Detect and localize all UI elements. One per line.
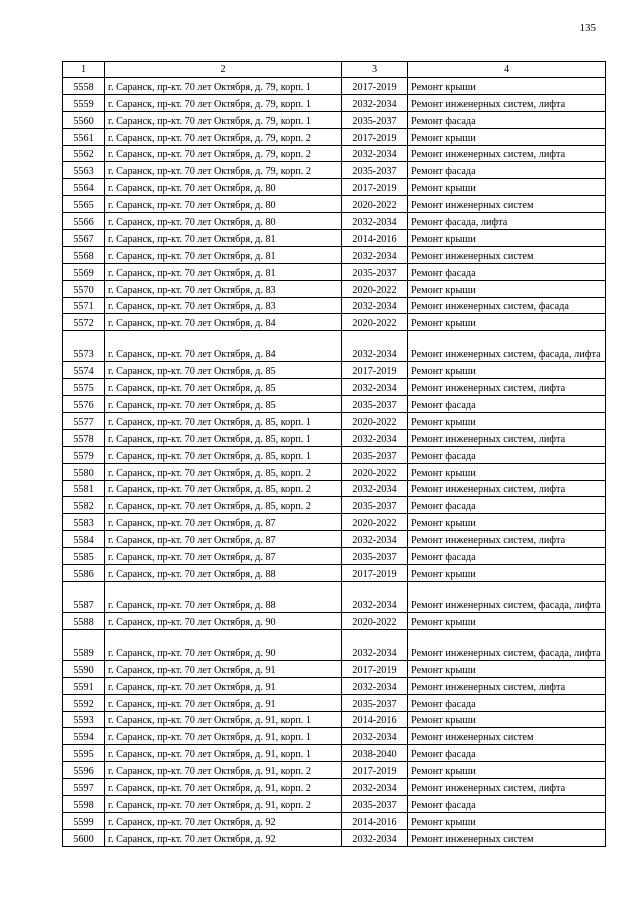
work-type-cell: Ремонт крыши bbox=[408, 612, 606, 629]
column-header-number: 1 bbox=[63, 62, 105, 78]
row-number-cell: 5592 bbox=[63, 694, 105, 711]
work-type-cell: Ремонт крыши bbox=[408, 463, 606, 480]
row-number-cell: 5576 bbox=[63, 396, 105, 413]
table-row bbox=[63, 711, 606, 728]
row-number-cell: 5598 bbox=[63, 795, 105, 812]
address-cell: г. Саранск, пр-кт. 70 лет Октября, д. 91, корп. 2 bbox=[105, 795, 342, 812]
period-cell: 2035-2037 bbox=[342, 396, 408, 413]
period-cell: 2035-2037 bbox=[342, 446, 408, 463]
address-cell: г. Саранск, пр-кт. 70 лет Октября, д. 85, корп. 2 bbox=[105, 463, 342, 480]
work-type-cell: Ремонт крыши bbox=[408, 362, 606, 379]
period-cell: 2014-2016 bbox=[342, 812, 408, 829]
row-number-cell: 5579 bbox=[63, 446, 105, 463]
table-row bbox=[63, 531, 606, 548]
address-cell: г. Саранск, пр-кт. 70 лет Октября, д. 90 bbox=[105, 612, 342, 629]
row-number-cell: 5566 bbox=[63, 213, 105, 230]
table-row bbox=[63, 280, 606, 297]
address-cell: г. Саранск, пр-кт. 70 лет Октября, д. 87 bbox=[105, 548, 342, 565]
row-number-cell: 5560 bbox=[63, 111, 105, 128]
period-cell: 2014-2016 bbox=[342, 230, 408, 247]
work-type-cell: Ремонт крыши bbox=[408, 314, 606, 331]
header-row bbox=[63, 62, 606, 78]
work-type-cell: Ремонт фасада bbox=[408, 162, 606, 179]
table-row bbox=[63, 396, 606, 413]
period-cell: 2020-2022 bbox=[342, 413, 408, 430]
work-type-cell: Ремонт крыши bbox=[408, 179, 606, 196]
table-body bbox=[63, 78, 606, 847]
period-cell: 2017-2019 bbox=[342, 660, 408, 677]
table-row bbox=[63, 196, 606, 213]
address-cell: г. Саранск, пр-кт. 70 лет Октября, д. 81 bbox=[105, 230, 342, 247]
table-row bbox=[63, 111, 606, 128]
period-cell: 2035-2037 bbox=[342, 111, 408, 128]
row-number-cell: 5572 bbox=[63, 314, 105, 331]
table-row bbox=[63, 413, 606, 430]
work-type-cell: Ремонт инженерных систем bbox=[408, 728, 606, 745]
row-number-cell: 5586 bbox=[63, 565, 105, 582]
table-row bbox=[63, 362, 606, 379]
period-cell: 2035-2037 bbox=[342, 548, 408, 565]
period-cell: 2032-2034 bbox=[342, 728, 408, 745]
work-type-cell: Ремонт инженерных систем, лифта bbox=[408, 94, 606, 111]
row-number-cell: 5590 bbox=[63, 660, 105, 677]
address-cell: г. Саранск, пр-кт. 70 лет Октября, д. 85, корп. 1 bbox=[105, 429, 342, 446]
repair-schedule-table bbox=[62, 61, 606, 847]
row-number-cell: 5574 bbox=[63, 362, 105, 379]
address-cell: г. Саранск, пр-кт. 70 лет Октября, д. 85 bbox=[105, 379, 342, 396]
row-number-cell: 5570 bbox=[63, 280, 105, 297]
row-number-cell: 5595 bbox=[63, 745, 105, 762]
address-cell: г. Саранск, пр-кт. 70 лет Октября, д. 84 bbox=[105, 331, 342, 362]
work-type-cell: Ремонт инженерных систем, лифта bbox=[408, 531, 606, 548]
work-type-cell: Ремонт фасада bbox=[408, 263, 606, 280]
row-number-cell: 5597 bbox=[63, 779, 105, 796]
table-row bbox=[63, 446, 606, 463]
address-cell: г. Саранск, пр-кт. 70 лет Октября, д. 85 bbox=[105, 362, 342, 379]
period-cell: 2032-2034 bbox=[342, 629, 408, 660]
work-type-cell: Ремонт крыши bbox=[408, 413, 606, 430]
table-row bbox=[63, 629, 606, 660]
row-number-cell: 5578 bbox=[63, 429, 105, 446]
period-cell: 2017-2019 bbox=[342, 128, 408, 145]
table-row bbox=[63, 779, 606, 796]
period-cell: 2032-2034 bbox=[342, 531, 408, 548]
row-number-cell: 5581 bbox=[63, 480, 105, 497]
row-number-cell: 5594 bbox=[63, 728, 105, 745]
address-cell: г. Саранск, пр-кт. 70 лет Октября, д. 80 bbox=[105, 196, 342, 213]
period-cell: 2035-2037 bbox=[342, 795, 408, 812]
row-number-cell: 5569 bbox=[63, 263, 105, 280]
row-number-cell: 5565 bbox=[63, 196, 105, 213]
work-type-cell: Ремонт фасада bbox=[408, 497, 606, 514]
period-cell: 2032-2034 bbox=[342, 779, 408, 796]
row-number-cell: 5563 bbox=[63, 162, 105, 179]
table-row bbox=[63, 230, 606, 247]
period-cell: 2017-2019 bbox=[342, 565, 408, 582]
work-type-cell: Ремонт крыши bbox=[408, 78, 606, 95]
table-row bbox=[63, 128, 606, 145]
address-cell: г. Саранск, пр-кт. 70 лет Октября, д. 87 bbox=[105, 531, 342, 548]
address-cell: г. Саранск, пр-кт. 70 лет Октября, д. 81 bbox=[105, 246, 342, 263]
address-cell: г. Саранск, пр-кт. 70 лет Октября, д. 79, корп. 2 bbox=[105, 162, 342, 179]
period-cell: 2020-2022 bbox=[342, 314, 408, 331]
address-cell: г. Саранск, пр-кт. 70 лет Октября, д. 85, корп. 2 bbox=[105, 497, 342, 514]
period-cell: 2032-2034 bbox=[342, 331, 408, 362]
work-type-cell: Ремонт фасада bbox=[408, 548, 606, 565]
address-cell: г. Саранск, пр-кт. 70 лет Октября, д. 79, корп. 2 bbox=[105, 145, 342, 162]
work-type-cell: Ремонт фасада bbox=[408, 694, 606, 711]
work-type-cell: Ремонт инженерных систем, лифта bbox=[408, 379, 606, 396]
work-type-cell: Ремонт крыши bbox=[408, 514, 606, 531]
table-row bbox=[63, 331, 606, 362]
table-row bbox=[63, 677, 606, 694]
table-row bbox=[63, 497, 606, 514]
period-cell: 2020-2022 bbox=[342, 514, 408, 531]
row-number-cell: 5584 bbox=[63, 531, 105, 548]
address-cell: г. Саранск, пр-кт. 70 лет Октября, д. 84 bbox=[105, 314, 342, 331]
period-cell: 2017-2019 bbox=[342, 78, 408, 95]
table-row bbox=[63, 213, 606, 230]
work-type-cell: Ремонт инженерных систем, фасада bbox=[408, 297, 606, 314]
address-cell: г. Саранск, пр-кт. 70 лет Октября, д. 79, корп. 1 bbox=[105, 94, 342, 111]
table-row bbox=[63, 829, 606, 846]
address-cell: г. Саранск, пр-кт. 70 лет Октября, д. 92 bbox=[105, 812, 342, 829]
work-type-cell: Ремонт инженерных систем, лифта bbox=[408, 429, 606, 446]
work-type-cell: Ремонт крыши bbox=[408, 128, 606, 145]
period-cell: 2038-2040 bbox=[342, 745, 408, 762]
row-number-cell: 5599 bbox=[63, 812, 105, 829]
period-cell: 2035-2037 bbox=[342, 694, 408, 711]
work-type-cell: Ремонт инженерных систем bbox=[408, 829, 606, 846]
address-cell: г. Саранск, пр-кт. 70 лет Октября, д. 91, корп. 1 bbox=[105, 711, 342, 728]
work-type-cell: Ремонт инженерных систем, фасада, лифта bbox=[408, 629, 606, 660]
period-cell: 2032-2034 bbox=[342, 246, 408, 263]
work-type-cell: Ремонт инженерных систем, лифта bbox=[408, 145, 606, 162]
table-row bbox=[63, 514, 606, 531]
work-type-cell: Ремонт инженерных систем, фасада, лифта bbox=[408, 331, 606, 362]
table-row bbox=[63, 581, 606, 612]
address-cell: г. Саранск, пр-кт. 70 лет Октября, д. 85, корп. 1 bbox=[105, 413, 342, 430]
period-cell: 2032-2034 bbox=[342, 145, 408, 162]
work-type-cell: Ремонт крыши bbox=[408, 230, 606, 247]
work-type-cell: Ремонт инженерных систем, фасада, лифта bbox=[408, 581, 606, 612]
row-number-cell: 5596 bbox=[63, 762, 105, 779]
row-number-cell: 5593 bbox=[63, 711, 105, 728]
address-cell: г. Саранск, пр-кт. 70 лет Октября, д. 91 bbox=[105, 660, 342, 677]
work-type-cell: Ремонт инженерных систем, лифта bbox=[408, 480, 606, 497]
period-cell: 2035-2037 bbox=[342, 162, 408, 179]
period-cell: 2035-2037 bbox=[342, 263, 408, 280]
row-number-cell: 5583 bbox=[63, 514, 105, 531]
period-cell: 2032-2034 bbox=[342, 94, 408, 111]
address-cell: г. Саранск, пр-кт. 70 лет Октября, д. 80 bbox=[105, 179, 342, 196]
work-type-cell: Ремонт фасада bbox=[408, 111, 606, 128]
address-cell: г. Саранск, пр-кт. 70 лет Октября, д. 81 bbox=[105, 263, 342, 280]
work-type-cell: Ремонт инженерных систем, лифта bbox=[408, 677, 606, 694]
work-type-cell: Ремонт крыши bbox=[408, 280, 606, 297]
period-cell: 2020-2022 bbox=[342, 196, 408, 213]
period-cell: 2020-2022 bbox=[342, 612, 408, 629]
column-header-address: 2 bbox=[105, 62, 342, 78]
row-number-cell: 5591 bbox=[63, 677, 105, 694]
table-row bbox=[63, 660, 606, 677]
table-row bbox=[63, 145, 606, 162]
table-row bbox=[63, 728, 606, 745]
address-cell: г. Саранск, пр-кт. 70 лет Октября, д. 91, корп. 1 bbox=[105, 728, 342, 745]
row-number-cell: 5600 bbox=[63, 829, 105, 846]
address-cell: г. Саранск, пр-кт. 70 лет Октября, д. 79, корп. 1 bbox=[105, 78, 342, 95]
row-number-cell: 5567 bbox=[63, 230, 105, 247]
period-cell: 2035-2037 bbox=[342, 497, 408, 514]
row-number-cell: 5589 bbox=[63, 629, 105, 660]
table-row bbox=[63, 745, 606, 762]
table-row bbox=[63, 162, 606, 179]
work-type-cell: Ремонт крыши bbox=[408, 812, 606, 829]
table-row bbox=[63, 565, 606, 582]
work-type-cell: Ремонт фасада bbox=[408, 745, 606, 762]
row-number-cell: 5575 bbox=[63, 379, 105, 396]
address-cell: г. Саранск, пр-кт. 70 лет Октября, д. 91 bbox=[105, 694, 342, 711]
table-row bbox=[63, 812, 606, 829]
period-cell: 2014-2016 bbox=[342, 711, 408, 728]
work-type-cell: Ремонт фасада bbox=[408, 396, 606, 413]
table-row bbox=[63, 795, 606, 812]
row-number-cell: 5577 bbox=[63, 413, 105, 430]
address-cell: г. Саранск, пр-кт. 70 лет Октября, д. 92 bbox=[105, 829, 342, 846]
row-number-cell: 5562 bbox=[63, 145, 105, 162]
row-number-cell: 5585 bbox=[63, 548, 105, 565]
address-cell: г. Саранск, пр-кт. 70 лет Октября, д. 85, корп. 1 bbox=[105, 446, 342, 463]
work-type-cell: Ремонт крыши bbox=[408, 711, 606, 728]
row-number-cell: 5559 bbox=[63, 94, 105, 111]
period-cell: 2020-2022 bbox=[342, 463, 408, 480]
table-row bbox=[63, 314, 606, 331]
address-cell: г. Саранск, пр-кт. 70 лет Октября, д. 87 bbox=[105, 514, 342, 531]
period-cell: 2032-2034 bbox=[342, 829, 408, 846]
work-type-cell: Ремонт инженерных систем bbox=[408, 196, 606, 213]
address-cell: г. Саранск, пр-кт. 70 лет Октября, д. 79, корп. 2 bbox=[105, 128, 342, 145]
row-number-cell: 5580 bbox=[63, 463, 105, 480]
page-number: 135 bbox=[579, 22, 596, 34]
table-row bbox=[63, 548, 606, 565]
work-type-cell: Ремонт инженерных систем bbox=[408, 246, 606, 263]
table-row bbox=[63, 379, 606, 396]
row-number-cell: 5573 bbox=[63, 331, 105, 362]
column-header-work: 4 bbox=[408, 62, 606, 78]
row-number-cell: 5561 bbox=[63, 128, 105, 145]
row-number-cell: 5588 bbox=[63, 612, 105, 629]
row-number-cell: 5571 bbox=[63, 297, 105, 314]
table-row bbox=[63, 179, 606, 196]
table-row bbox=[63, 694, 606, 711]
address-cell: г. Саранск, пр-кт. 70 лет Октября, д. 79, корп. 1 bbox=[105, 111, 342, 128]
address-cell: г. Саранск, пр-кт. 70 лет Октября, д. 91, корп. 2 bbox=[105, 779, 342, 796]
work-type-cell: Ремонт крыши bbox=[408, 660, 606, 677]
work-type-cell: Ремонт крыши bbox=[408, 565, 606, 582]
row-number-cell: 5582 bbox=[63, 497, 105, 514]
table-row bbox=[63, 263, 606, 280]
period-cell: 2017-2019 bbox=[342, 762, 408, 779]
table-row bbox=[63, 429, 606, 446]
period-cell: 2032-2034 bbox=[342, 480, 408, 497]
address-cell: г. Саранск, пр-кт. 70 лет Октября, д. 88 bbox=[105, 565, 342, 582]
period-cell: 2032-2034 bbox=[342, 677, 408, 694]
table-row bbox=[63, 78, 606, 95]
address-cell: г. Саранск, пр-кт. 70 лет Октября, д. 83 bbox=[105, 280, 342, 297]
work-type-cell: Ремонт инженерных систем, лифта bbox=[408, 779, 606, 796]
table-row bbox=[63, 94, 606, 111]
table-row bbox=[63, 480, 606, 497]
table-row bbox=[63, 297, 606, 314]
period-cell: 2032-2034 bbox=[342, 379, 408, 396]
work-type-cell: Ремонт фасада bbox=[408, 446, 606, 463]
address-cell: г. Саранск, пр-кт. 70 лет Октября, д. 91 bbox=[105, 677, 342, 694]
address-cell: г. Саранск, пр-кт. 70 лет Октября, д. 91, корп. 2 bbox=[105, 762, 342, 779]
period-cell: 2017-2019 bbox=[342, 179, 408, 196]
address-cell: г. Саранск, пр-кт. 70 лет Октября, д. 88 bbox=[105, 581, 342, 612]
period-cell: 2017-2019 bbox=[342, 362, 408, 379]
address-cell: г. Саранск, пр-кт. 70 лет Октября, д. 91, корп. 1 bbox=[105, 745, 342, 762]
period-cell: 2032-2034 bbox=[342, 581, 408, 612]
row-number-cell: 5568 bbox=[63, 246, 105, 263]
row-number-cell: 5558 bbox=[63, 78, 105, 95]
period-cell: 2032-2034 bbox=[342, 429, 408, 446]
address-cell: г. Саранск, пр-кт. 70 лет Октября, д. 83 bbox=[105, 297, 342, 314]
address-cell: г. Саранск, пр-кт. 70 лет Октября, д. 90 bbox=[105, 629, 342, 660]
row-number-cell: 5564 bbox=[63, 179, 105, 196]
work-type-cell: Ремонт фасада bbox=[408, 795, 606, 812]
row-number-cell: 5587 bbox=[63, 581, 105, 612]
address-cell: г. Саранск, пр-кт. 70 лет Октября, д. 85 bbox=[105, 396, 342, 413]
period-cell: 2020-2022 bbox=[342, 280, 408, 297]
address-cell: г. Саранск, пр-кт. 70 лет Октября, д. 80 bbox=[105, 213, 342, 230]
period-cell: 2032-2034 bbox=[342, 297, 408, 314]
work-type-cell: Ремонт фасада, лифта bbox=[408, 213, 606, 230]
column-header-period: 3 bbox=[342, 62, 408, 78]
table-row bbox=[63, 762, 606, 779]
table-header bbox=[63, 62, 606, 78]
table-row bbox=[63, 246, 606, 263]
table-row bbox=[63, 463, 606, 480]
period-cell: 2032-2034 bbox=[342, 213, 408, 230]
address-cell: г. Саранск, пр-кт. 70 лет Октября, д. 85, корп. 2 bbox=[105, 480, 342, 497]
table-row bbox=[63, 612, 606, 629]
work-type-cell: Ремонт крыши bbox=[408, 762, 606, 779]
